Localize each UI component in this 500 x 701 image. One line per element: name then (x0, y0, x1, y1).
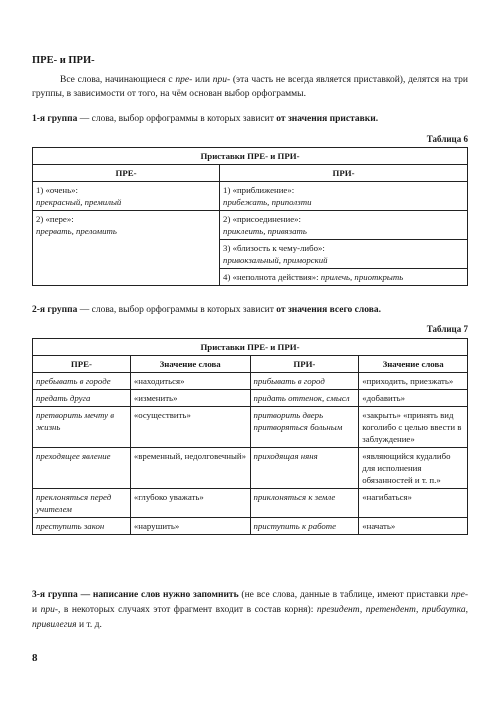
table6-caption: Таблица 6 (426, 134, 468, 144)
cell-example: приклеить, привязать (223, 226, 307, 236)
table-cell: «начать» (359, 518, 468, 535)
group3-lead: 3-я группа — написание слов нужно запомнить (32, 590, 239, 600)
group1-paragraph (32, 112, 468, 126)
table-cell: приклоняться к земле (250, 489, 359, 518)
table-cell: «находиться» (130, 373, 250, 390)
cell-head: 2) «присоединение»: (223, 214, 301, 224)
group3-pre: пре- (451, 590, 468, 600)
table7 (32, 338, 468, 535)
table-cell (220, 182, 468, 211)
table6-title: Приставки ПРЕ- и ПРИ- (33, 148, 468, 165)
intro-text-rest: (эта часть не всегда является приставкой), делятся на три группы, в зависимости от того, на чём основан выбор орфограммы. (32, 75, 468, 99)
table-cell: предать друга (33, 390, 131, 407)
table-cell: преступить закон (33, 518, 131, 535)
table-cell: «нарушить» (130, 518, 250, 535)
group3-and: и (32, 605, 41, 615)
group1-text: — слова, выбор орфограммы в которых зависит (77, 114, 277, 124)
table-cell: «приходить, приезжать» (359, 373, 468, 390)
cell-example: прервать, преломить (36, 226, 117, 236)
table-row (33, 448, 468, 489)
intro-or: или (192, 75, 213, 85)
table-row (33, 390, 468, 407)
group1-bold: от значения приставки. (276, 114, 379, 124)
table-cell: прибывать в город (250, 373, 359, 390)
table-cell: «глубоко уважать» (130, 489, 250, 518)
group3-text-b: , в некоторых случаях этот фрагмент входит в состав корня): (58, 605, 317, 615)
table-cell: «являющийся кудалибо для исполнения обязанностей и т. п.» (359, 448, 468, 489)
table7-header: Значение слова (359, 356, 468, 373)
group2-paragraph (32, 303, 468, 317)
cell-head: 4) «неполнота действия»: (223, 272, 321, 282)
group2-lead: 2-я группа (32, 305, 78, 315)
table-cell: преходящее явление (33, 448, 131, 489)
cell-head: 1) «приближение»: (223, 185, 295, 195)
table-row (33, 407, 468, 448)
group2-bold: от значения всего слова. (276, 305, 381, 315)
group2-text: — слова, выбор орфограммы в которых зависит (77, 305, 277, 315)
table-cell: «временный, недолговечный» (130, 448, 250, 489)
table7-header: Значение слова (130, 356, 250, 373)
table-cell (33, 211, 220, 286)
table-cell: приходящая няня (250, 448, 359, 489)
table-cell: «изменить» (130, 390, 250, 407)
intro-text: Все слова, начинающиеся с (60, 75, 176, 85)
table-cell: «закрыть» «принять вид коголибо с целью ввести в заблуждение» (359, 407, 468, 448)
group3-examples: президент, претендент, прибаутка, привилегия (32, 605, 468, 630)
table-cell: притворить дверь притворяться больным (250, 407, 359, 448)
cell-example: прекрасный, премилый (36, 197, 122, 207)
intro-pri: при- (212, 75, 231, 85)
table-cell: приступить к работе (250, 518, 359, 535)
table6-col-pri: ПРИ- (220, 165, 468, 182)
table-row (33, 373, 468, 390)
table7-header: ПРИ- (250, 356, 359, 373)
table-cell (220, 211, 468, 240)
table-row (33, 211, 468, 240)
group3-pri: при- (40, 605, 59, 615)
intro-paragraph (32, 73, 468, 101)
table7-title: Приставки ПРЕ- и ПРИ- (33, 339, 468, 356)
table6-col-pre: ПРЕ- (33, 165, 220, 182)
page-heading: ПРЕ- и ПРИ- (32, 55, 95, 66)
intro-pre: пре- (175, 75, 193, 85)
cell-example: привокзальный, приморский (223, 255, 328, 265)
table7-header: ПРЕ- (33, 356, 131, 373)
table-cell (220, 269, 468, 286)
table7-caption: Таблица 7 (426, 324, 468, 334)
table-cell: претворить мечту в жизнь (33, 407, 131, 448)
page-number: 8 (32, 652, 38, 664)
table6 (32, 147, 468, 286)
table-row (33, 518, 468, 535)
cell-head: 2) «пере»: (36, 214, 74, 224)
cell-head: 1) «очень»: (36, 185, 78, 195)
cell-head: 3) «близость к чему-либо»: (223, 243, 325, 253)
table-row (33, 489, 468, 518)
table-row (33, 182, 468, 211)
table-cell: «нагибаться» (359, 489, 468, 518)
table-cell: «добавить» (359, 390, 468, 407)
table-cell: «осуществить» (130, 407, 250, 448)
table-cell: придать оттенок, смысл (250, 390, 359, 407)
table-cell (220, 240, 468, 269)
group3-end: и т. д. (76, 620, 102, 630)
group1-lead: 1-я группа (32, 114, 78, 124)
group3-text: (не все слова, данные в таблице, имеют приставки (238, 590, 452, 600)
cell-example: прилечь, приоткрыть (320, 272, 404, 282)
cell-example: прибежать, приползти (223, 197, 312, 207)
group3-paragraph (32, 588, 468, 633)
table-cell: пребывать в городе (33, 373, 131, 390)
table-cell: преклоняться перед учителем (33, 489, 131, 518)
table-cell (33, 182, 220, 211)
